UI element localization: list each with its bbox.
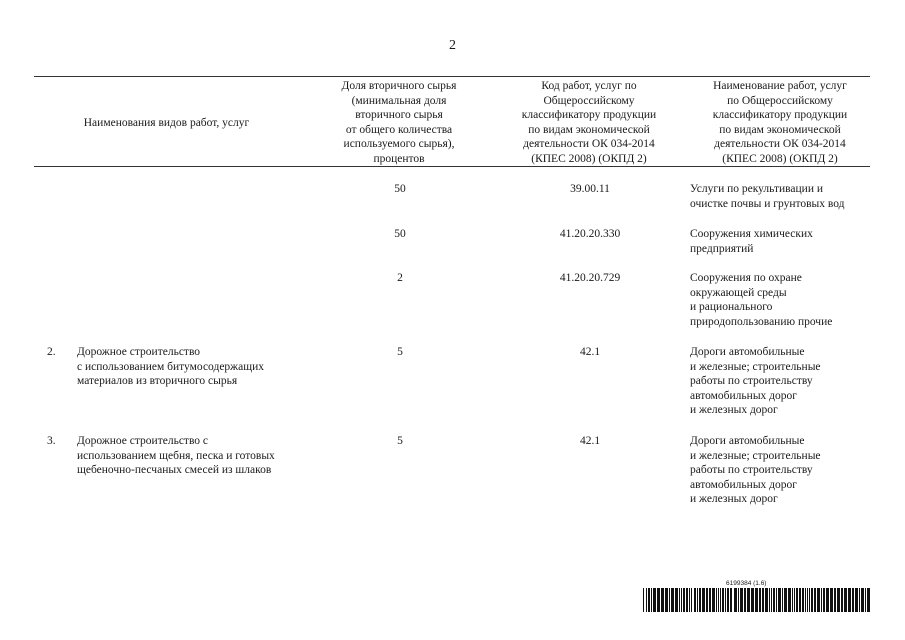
barcode-bar: [730, 588, 732, 612]
barcode-bar: [771, 588, 772, 612]
barcode-bar: [697, 588, 698, 612]
barcode-bar: [691, 588, 692, 612]
barcode-bar: [653, 588, 656, 612]
barcode-bar: [817, 588, 820, 612]
barcode-bar: [765, 588, 768, 612]
table-header-rule: [34, 166, 870, 167]
barcode-bar: [686, 588, 688, 612]
barcode-bar: [852, 588, 854, 612]
row-share: 5: [397, 435, 403, 447]
barcode-bar: [776, 588, 777, 612]
barcode-bar: [702, 588, 705, 612]
barcode-bar: [773, 588, 775, 612]
row-description: Дороги автомобильные и железные; строительные работы по строительству автомобильных дорог и железных дорог: [690, 346, 821, 416]
barcode-bar: [657, 588, 660, 612]
barcode-bar: [747, 588, 750, 612]
barcode-bar: [755, 588, 758, 612]
barcode-bar: [744, 588, 746, 612]
barcode-bar: [671, 588, 674, 612]
barcode-bar: [782, 588, 783, 612]
barcode-bar: [751, 588, 754, 612]
barcode-bar: [823, 588, 825, 612]
barcode-bar: [665, 588, 668, 612]
barcode-bar: [792, 588, 793, 612]
barcode-bar: [651, 588, 652, 612]
row-code: 41.20.20.729: [559, 272, 621, 284]
row-description: Сооружения по охране окружающей среды и рационального природопользованию прочие: [690, 272, 833, 328]
barcode-bar: [706, 588, 708, 612]
barcode-bar: [762, 588, 764, 612]
barcode-bar: [648, 588, 650, 612]
barcode-bar: [738, 588, 739, 612]
barcode-bar: [716, 588, 717, 612]
barcode-bar: [867, 588, 870, 612]
barcode: [643, 588, 871, 612]
row-number: 2.: [47, 346, 56, 358]
row-share: 50: [394, 183, 406, 195]
row-description: Дороги автомобильные и железные; строительные работы по строительству автомобильных дорог и железных дорог: [690, 435, 821, 505]
barcode-bar: [725, 588, 726, 612]
page-number: 2: [449, 38, 456, 53]
barcode-bar: [740, 588, 743, 612]
barcode-bar: [814, 588, 816, 612]
barcode-bar: [769, 588, 770, 612]
barcode-bar: [722, 588, 724, 612]
barcode-bar: [859, 588, 860, 612]
row-share: 50: [394, 228, 406, 240]
row-code: 39.00.11: [570, 183, 610, 195]
barcode-bar: [841, 588, 843, 612]
barcode-bar: [784, 588, 787, 612]
row-code: 42.1: [579, 435, 601, 447]
row-description: Услуги по рекультивации и очистке почвы и грунтовых вод: [690, 183, 845, 210]
barcode-bar: [861, 588, 864, 612]
barcode-bar: [848, 588, 851, 612]
barcode-bar: [669, 588, 670, 612]
barcode-bar: [794, 588, 795, 612]
barcode-bar: [699, 588, 701, 612]
table-top-rule: [34, 76, 870, 77]
barcode-bar: [865, 588, 866, 612]
barcode-bar: [712, 588, 715, 612]
barcode-bar: [727, 588, 729, 612]
row-name: Дорожное строительство с использованием битумосодержащих материалов из вторичного сырья: [77, 346, 264, 387]
barcode-bar: [681, 588, 682, 612]
row-code: 41.20.20.330: [559, 228, 621, 240]
barcode-bar: [844, 588, 847, 612]
barcode-bar: [809, 588, 810, 612]
barcode-bar: [675, 588, 678, 612]
row-name: Дорожное строительство с использованием щебня, песка и готовых щебеночно-песчаных смесей из шлаков: [77, 435, 275, 476]
barcode-bar: [802, 588, 804, 612]
row-share: 2: [397, 272, 403, 284]
header-work-names: Наименования видов работ, услуг: [83, 117, 250, 129]
barcode-bar: [855, 588, 858, 612]
barcode-bar: [759, 588, 761, 612]
header-okpd-name: Наименование работ, услуг по Общероссийскому классификатору продукции по видам экономической деятельности ОК 034-2014 (КПЕС 2008) (ОКПД 2): [712, 80, 848, 165]
barcode-bar: [837, 588, 840, 612]
barcode-bar: [799, 588, 801, 612]
barcode-bar: [807, 588, 808, 612]
barcode-bar: [694, 588, 696, 612]
barcode-bar: [811, 588, 813, 612]
barcode-bar: [834, 588, 836, 612]
barcode-bar: [689, 588, 690, 612]
barcode-bar: [826, 588, 829, 612]
barcode-bar: [683, 588, 685, 612]
row-number: 3.: [47, 435, 56, 447]
barcode-bar: [821, 588, 822, 612]
barcode-bar: [646, 588, 647, 612]
barcode-bar: [788, 588, 791, 612]
barcode-bar: [796, 588, 798, 612]
barcode-bar: [778, 588, 781, 612]
barcode-bar: [709, 588, 711, 612]
barcode-bar: [734, 588, 737, 612]
barcode-bar: [661, 588, 664, 612]
barcode-bar: [718, 588, 719, 612]
barcode-bar: [720, 588, 721, 612]
barcode-bar: [679, 588, 680, 612]
barcode-bar: [643, 588, 644, 612]
row-share: 5: [397, 346, 403, 358]
barcode-bar: [805, 588, 806, 612]
barcode-label: 6199384 (1.6): [726, 580, 767, 587]
barcode-bar: [830, 588, 833, 612]
header-okpd-code: Код работ, услуг по Общероссийскому классификатору продукции по видам экономической деятельности ОК 034-2014 (КПЕС 2008) (ОКПД 2): [521, 80, 657, 165]
header-secondary-share: Доля вторичного сырья (минимальная доля вторичного сырья от общего количества используемого сырья), процентов: [341, 80, 457, 165]
row-code: 42.1: [579, 346, 601, 358]
row-description: Сооружения химических предприятий: [690, 228, 813, 255]
